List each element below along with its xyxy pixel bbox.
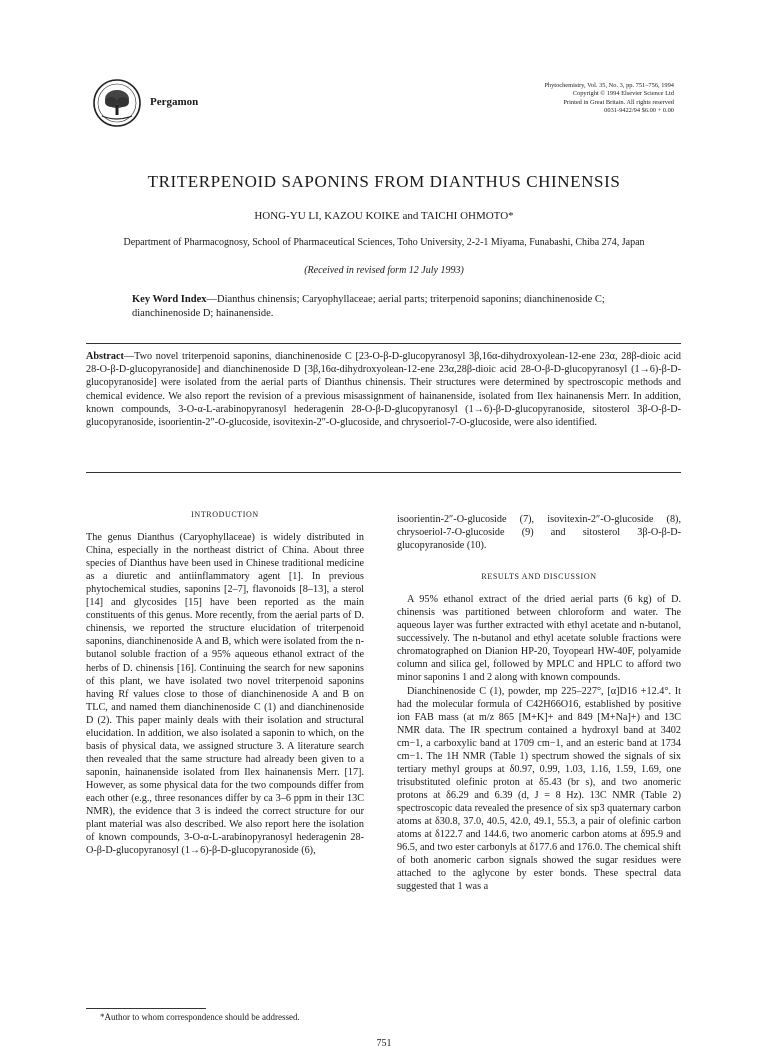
journal-citation (414, 82, 674, 116)
introduction-paragraph: The genus Dianthus (Caryophyllaceae) is widely distributed in China, especially in the northeast district of China. About three species of Dianthus have been used in Chinese traditional medicine as a diuretic and antiinflammatory agent [1]. In previous phytochemical studies, saponins [2–7], flavonoids [8–13], a sterol [14] and glycosides [15] have been reported as the main constituents of this genus. More recently, from the aerial parts of D. chinensis, we reported the structure elucidation of triterpenoid saponins, dianchinenoside A and B, which were isolated from the n-butanol soluble fraction of a 95% aqueous ethanol extract of the herbs of D. chinensis [16]. Continuing the search for new saponins of this plant, we have isolated two novel triterpenoid saponins having Rf values close to those of dianchinenoside A and B on TLC, and named them dianchinenoside C (1) and dianchinenoside D (2). This paper mainly deals with their isolation and structural elucidation. In addition, we also isolated a saponin to which, on the basis of physical data, we assigned structure 3. A literature search then revealed that the same structure had already been given to a saponin, hainanenside isolated from Ilex hainanensis Merr. [17]. However, as some physical data for the two compounds differ from each other (e.g., three resonances differ by ca 3–6 ppm in their 13C NMR), the evidence that 3 is indeed the correct structure for our plant material was also described. We also report here the isolation of known compounds, 3-O-α-L-arabinopyranosyl hederagenin 28-O-β-D-glucopyranosyl (1→6)-β-D-glucopyranoside (6), (86, 532, 364, 857)
results-paragraph-2: Dianchinenoside C (1), powder, mp 225–227°, [α]D16 +12.4°. It had the molecular formula of C42H66O16, established by positive ion FAB mass (at m/z 865 [M+K]+ and 849 [M+Na]+) and 13C NMR data. The IR spectrum contained a hydroxyl band at 3402 cm−1, a carboxylic band at 1709 cm−1, and an esteric band at 1734 cm−1. The 1H NMR (Table 1) spectrum showed the signals of six tertiary methyl groups at δ0.97, 0.99, 1.03, 1.16, 1.59, 1.69, one trisubstituted olefinic proton at δ5.43 (br s), and two anomeric protons at δ6.29 and 6.39 (d, J = 8 Hz). 13C NMR (Table 2) spectroscopic data revealed the presence of six sp3 quaternary carbon atoms at δ30.8, 37.0, 40.5, 42.0, 49.1, 55.3, a pair of olefinic carbon atoms at δ122.7 and 144.6, two anomeric carbon atoms at δ95.9 and 96.5, and two ester carbonyls at δ177.6 and 176.0. The chemical shift of both anomeric carbon signals showed the sugar residues were attached to the aglycone by ester bonds. These spectral data suggested that 1 was a (397, 685, 681, 893)
keyword-label: Key Word Index (132, 294, 207, 305)
keyword-text: —Dianthus chinensis; Caryophyllaceae; aerial parts; triterpenoid saponins; dianchinenoside C; dianchinenoside D; hainanenside. (132, 294, 605, 319)
article-title: TRITERPENOID SAPONINS FROM DIANTHUS CHINENSIS (147, 172, 621, 191)
page-number: 751 (376, 1038, 392, 1049)
introduction-continuation: isoorientin-2″-O-glucoside (7), isovitexin-2″-O-glucoside (8), chrysoeriol-7-O-glucoside (9) and sitosterol 3β-O-β-D-glucopyranoside (10). (397, 514, 681, 552)
affiliation: Department of Pharmacognosy, School of Pharmaceutical Sciences, Toho University, 2-2-1 Miyama, Funabashi, Chiba 274, Japan (123, 237, 645, 248)
abstract-top-rule (86, 343, 681, 344)
printed-line: Printed in Great Britain. All rights reserved (563, 98, 674, 106)
issn-line: 0031-9422/94 $6.00 + 0.00 (604, 107, 674, 115)
abstract-bottom-rule (86, 472, 681, 473)
introduction-heading: INTRODUCTION (191, 510, 259, 519)
copyright-line: Copyright © 1994 Elsevier Science Ltd (572, 90, 674, 98)
abstract-text: —Two novel triterpenoid saponins, dianchinenoside C [23-O-β-D-glucopyranosyl 3β,16α-dihydroxyolean-12-ene 23α, 28β-dioic acid 28-O-β-D-glucopyranoside] and dianchinenoside D [3β,16α-dihydroxyolean-12-ene 23α,28β-dioic acid 28-O-β-D-glucopyranosyl (1→6)-β-D-glucopyranoside] were isolated from the aerial parts of Dianthus chinensis. Their structures were determined by spectroscopic methods and chemical evidence. We also report the revision of a previous misassignment of hainanenside, isolated from Ilex hainanensis Merr. In addition, known compounds, 3-O-α-L-arabinopyranosyl hederagenin 28-O-β-D-glucopyranosyl (1→6)-β-D-glucopyranoside, sitosterol 3β-O-β-D-glucopyranoside, isoorientin-2″-O-glucoside, isovitexin-2″-O-glucoside, and chrysoeriol-7-O-glucoside, were also identified. (86, 351, 681, 429)
author-list: HONG-YU LI, KAZOU KOIKE and TAICHI OHMOTO* (254, 210, 514, 222)
publisher-name: Pergamon (150, 96, 199, 108)
citation-line: Phytochemistry, Vol. 35, No. 3, pp. 751–756, 1994 (544, 82, 674, 89)
received-date: (Received in revised form 12 July 1993) (304, 265, 464, 276)
footnote-rule (86, 1008, 206, 1009)
tree-emblem-icon (92, 78, 142, 128)
right-column (397, 513, 681, 893)
abstract (86, 350, 681, 429)
results-paragraph-1: A 95% ethanol extract of the dried aerial parts (6 kg) of D. chinensis was partitioned between chloroform and water. The aqueous layer was further extracted with ethyl acetate and n-butanol, successively. The n-butanol and ethyl acetate soluble fractions were chromatographed on Dianion HP-20, Toyopearl HW-40F, polyamide column and silica gel, followed by MPLC and HPLC to afford two minor saponins 1 and 2 along with known compounds. (397, 594, 681, 684)
keyword-index (132, 293, 637, 321)
left-column (86, 508, 364, 857)
results-heading: RESULTS AND DISCUSSION (481, 572, 597, 582)
publisher-logo (92, 78, 142, 128)
correspondence-footnote: *Author to whom correspondence should be addressed. (100, 1012, 300, 1022)
abstract-label: Abstract (86, 351, 124, 362)
